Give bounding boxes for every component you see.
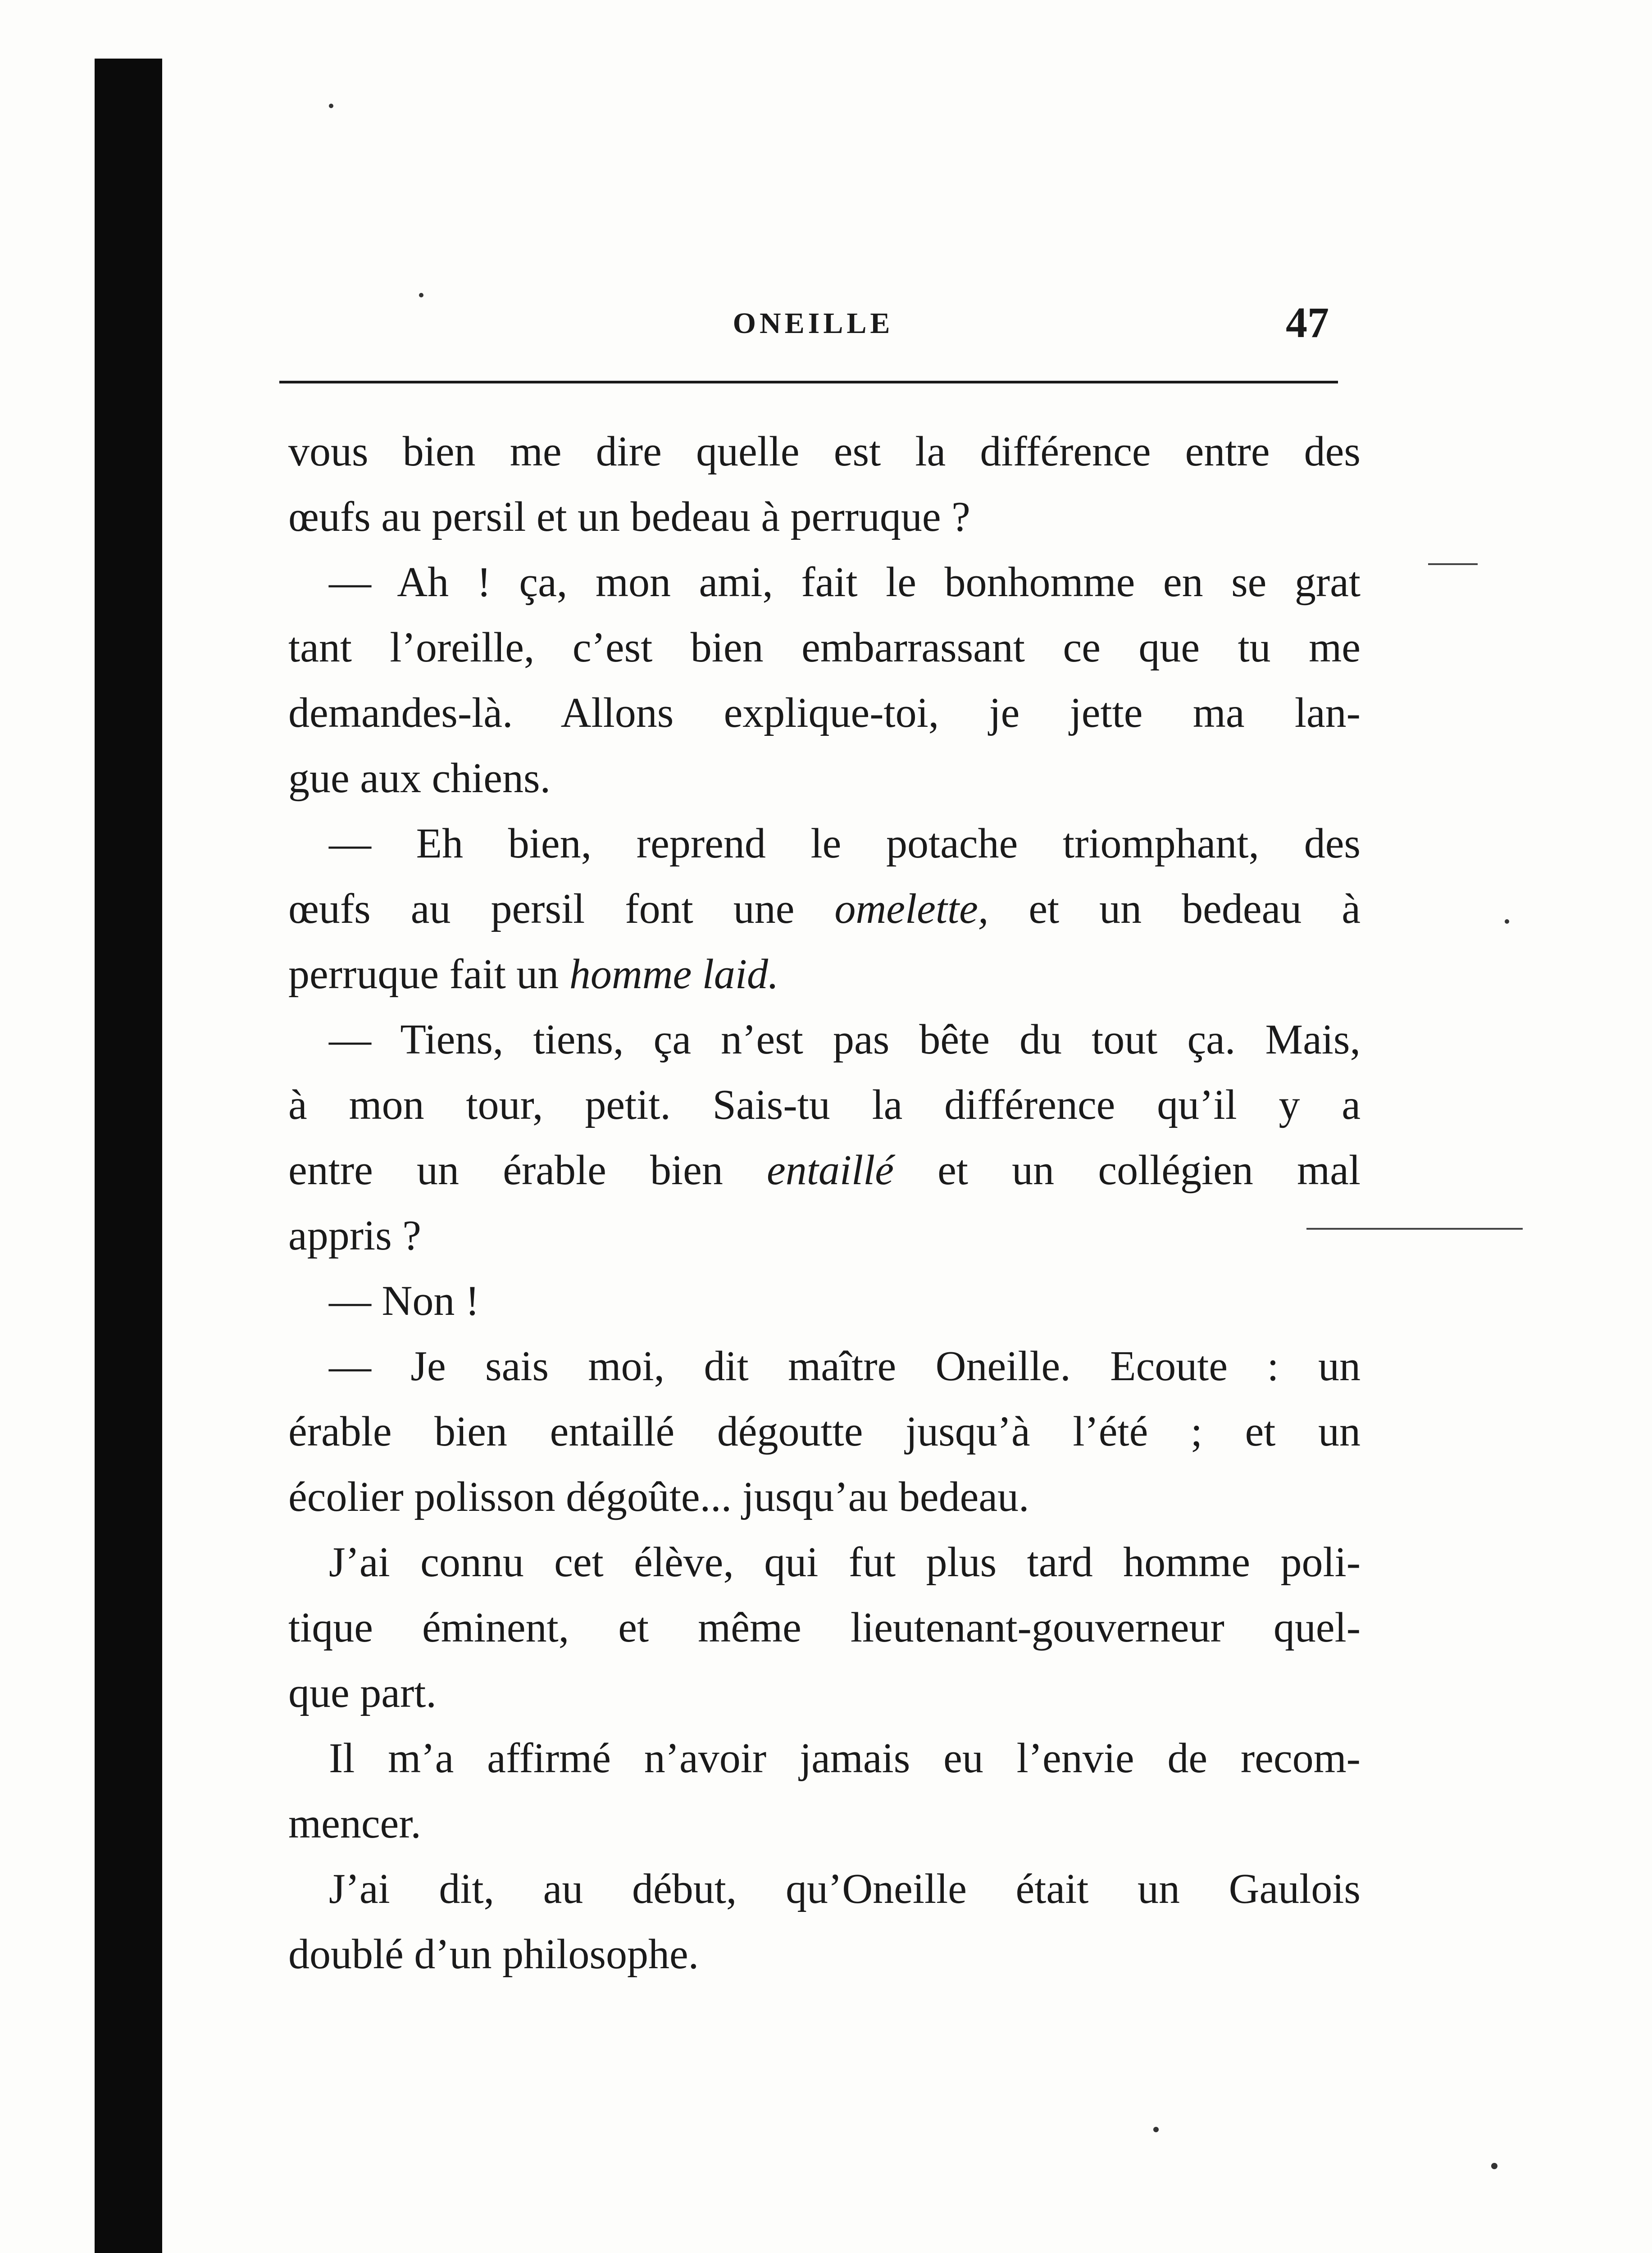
scan-speck <box>329 104 333 108</box>
text-line <box>288 1791 1361 1856</box>
running-title: ONEILLE <box>733 307 894 340</box>
text-segment: appris ? <box>288 1212 421 1259</box>
text-segment: doublé d’un philosophe. <box>288 1931 699 1978</box>
text-line <box>288 1922 1361 1987</box>
text-segment: J’ai connu cet élève, qui fut plus tard homme poli- <box>329 1539 1361 1586</box>
italic-segment: homme laid. <box>569 951 779 998</box>
text-line <box>288 1007 1361 1072</box>
page-number: 47 <box>1286 298 1329 347</box>
text-line <box>288 1464 1361 1530</box>
italic-segment: entaillé <box>767 1147 894 1194</box>
binding-shadow <box>95 59 162 2253</box>
text-segment: vous bien me dire quelle est la différence entre des <box>288 428 1361 475</box>
text-line <box>288 1268 1361 1334</box>
text-segment: entre un érable bien <box>288 1147 767 1194</box>
scan-mark <box>1428 563 1478 565</box>
text-segment: érable bien entaillé dégoutte jusqu’à l’été ; et un <box>288 1408 1361 1455</box>
text-segment: œufs au persil et un bedeau à perruque ? <box>288 493 970 540</box>
text-line <box>288 876 1361 942</box>
header-rule <box>279 381 1338 383</box>
text-segment: que part. <box>288 1669 437 1716</box>
text-segment: — Non ! <box>329 1277 480 1324</box>
text-line <box>288 1334 1361 1399</box>
scan-mark <box>1306 1228 1523 1230</box>
text-segment: et un bedeau à <box>988 885 1361 932</box>
text-line <box>288 615 1361 680</box>
scan-speck <box>1153 2127 1159 2132</box>
text-line <box>288 1726 1361 1791</box>
running-head <box>288 297 1338 351</box>
text-segment: tant l’oreille, c’est bien embarrassant ce que tu me <box>288 624 1361 671</box>
text-line <box>288 484 1361 550</box>
text-segment: Il m’a affirmé n’avoir jamais eu l’envie de recom- <box>329 1735 1361 1782</box>
text-line <box>288 1138 1361 1203</box>
text-segment: demandes-là. Allons explique-toi, je jette ma lan- <box>288 689 1361 736</box>
italic-segment: omelette, <box>834 885 989 932</box>
text-line <box>288 680 1361 746</box>
text-segment: — Je sais moi, dit maître Oneille. Ecoute : un <box>329 1343 1361 1390</box>
text-line <box>288 1530 1361 1595</box>
scan-speck <box>1491 2163 1497 2169</box>
text-segment: et un collégien mal <box>893 1147 1361 1194</box>
text-line <box>288 811 1361 876</box>
text-segment: gue aux chiens. <box>288 755 551 802</box>
text-line <box>288 1399 1361 1464</box>
text-segment: — Ah ! ça, mon ami, fait le bonhomme en se grat <box>329 559 1361 606</box>
text-line <box>288 1203 1361 1268</box>
text-segment: J’ai dit, au début, qu’Oneille était un Gaulois <box>329 1865 1361 1912</box>
text-segment: mencer. <box>288 1800 421 1847</box>
text-segment: à mon tour, petit. Sais-tu la différence qu’il y a <box>288 1081 1361 1128</box>
text-line <box>288 419 1361 484</box>
text-line <box>288 1660 1361 1726</box>
text-line <box>288 1072 1361 1138</box>
scan-speck <box>419 293 423 297</box>
body-text <box>288 419 1361 1987</box>
text-line <box>288 942 1361 1007</box>
text-line <box>288 1595 1361 1660</box>
text-segment: — Tiens, tiens, ça n’est pas bête du tout ça. Mais, <box>329 1016 1361 1063</box>
text-segment: tique éminent, et même lieutenant-gouverneur quel- <box>288 1604 1361 1651</box>
text-line <box>288 1856 1361 1922</box>
text-line <box>288 550 1361 615</box>
text-segment: perruque fait un <box>288 951 569 998</box>
text-segment: écolier polisson dégoûte... jusqu’au bedeau. <box>288 1473 1029 1520</box>
text-segment: œufs au persil font une <box>288 885 835 932</box>
text-segment: — Eh bien, reprend le potache triomphant, des <box>329 820 1361 867</box>
scan-speck <box>1505 919 1509 924</box>
text-line <box>288 746 1361 811</box>
